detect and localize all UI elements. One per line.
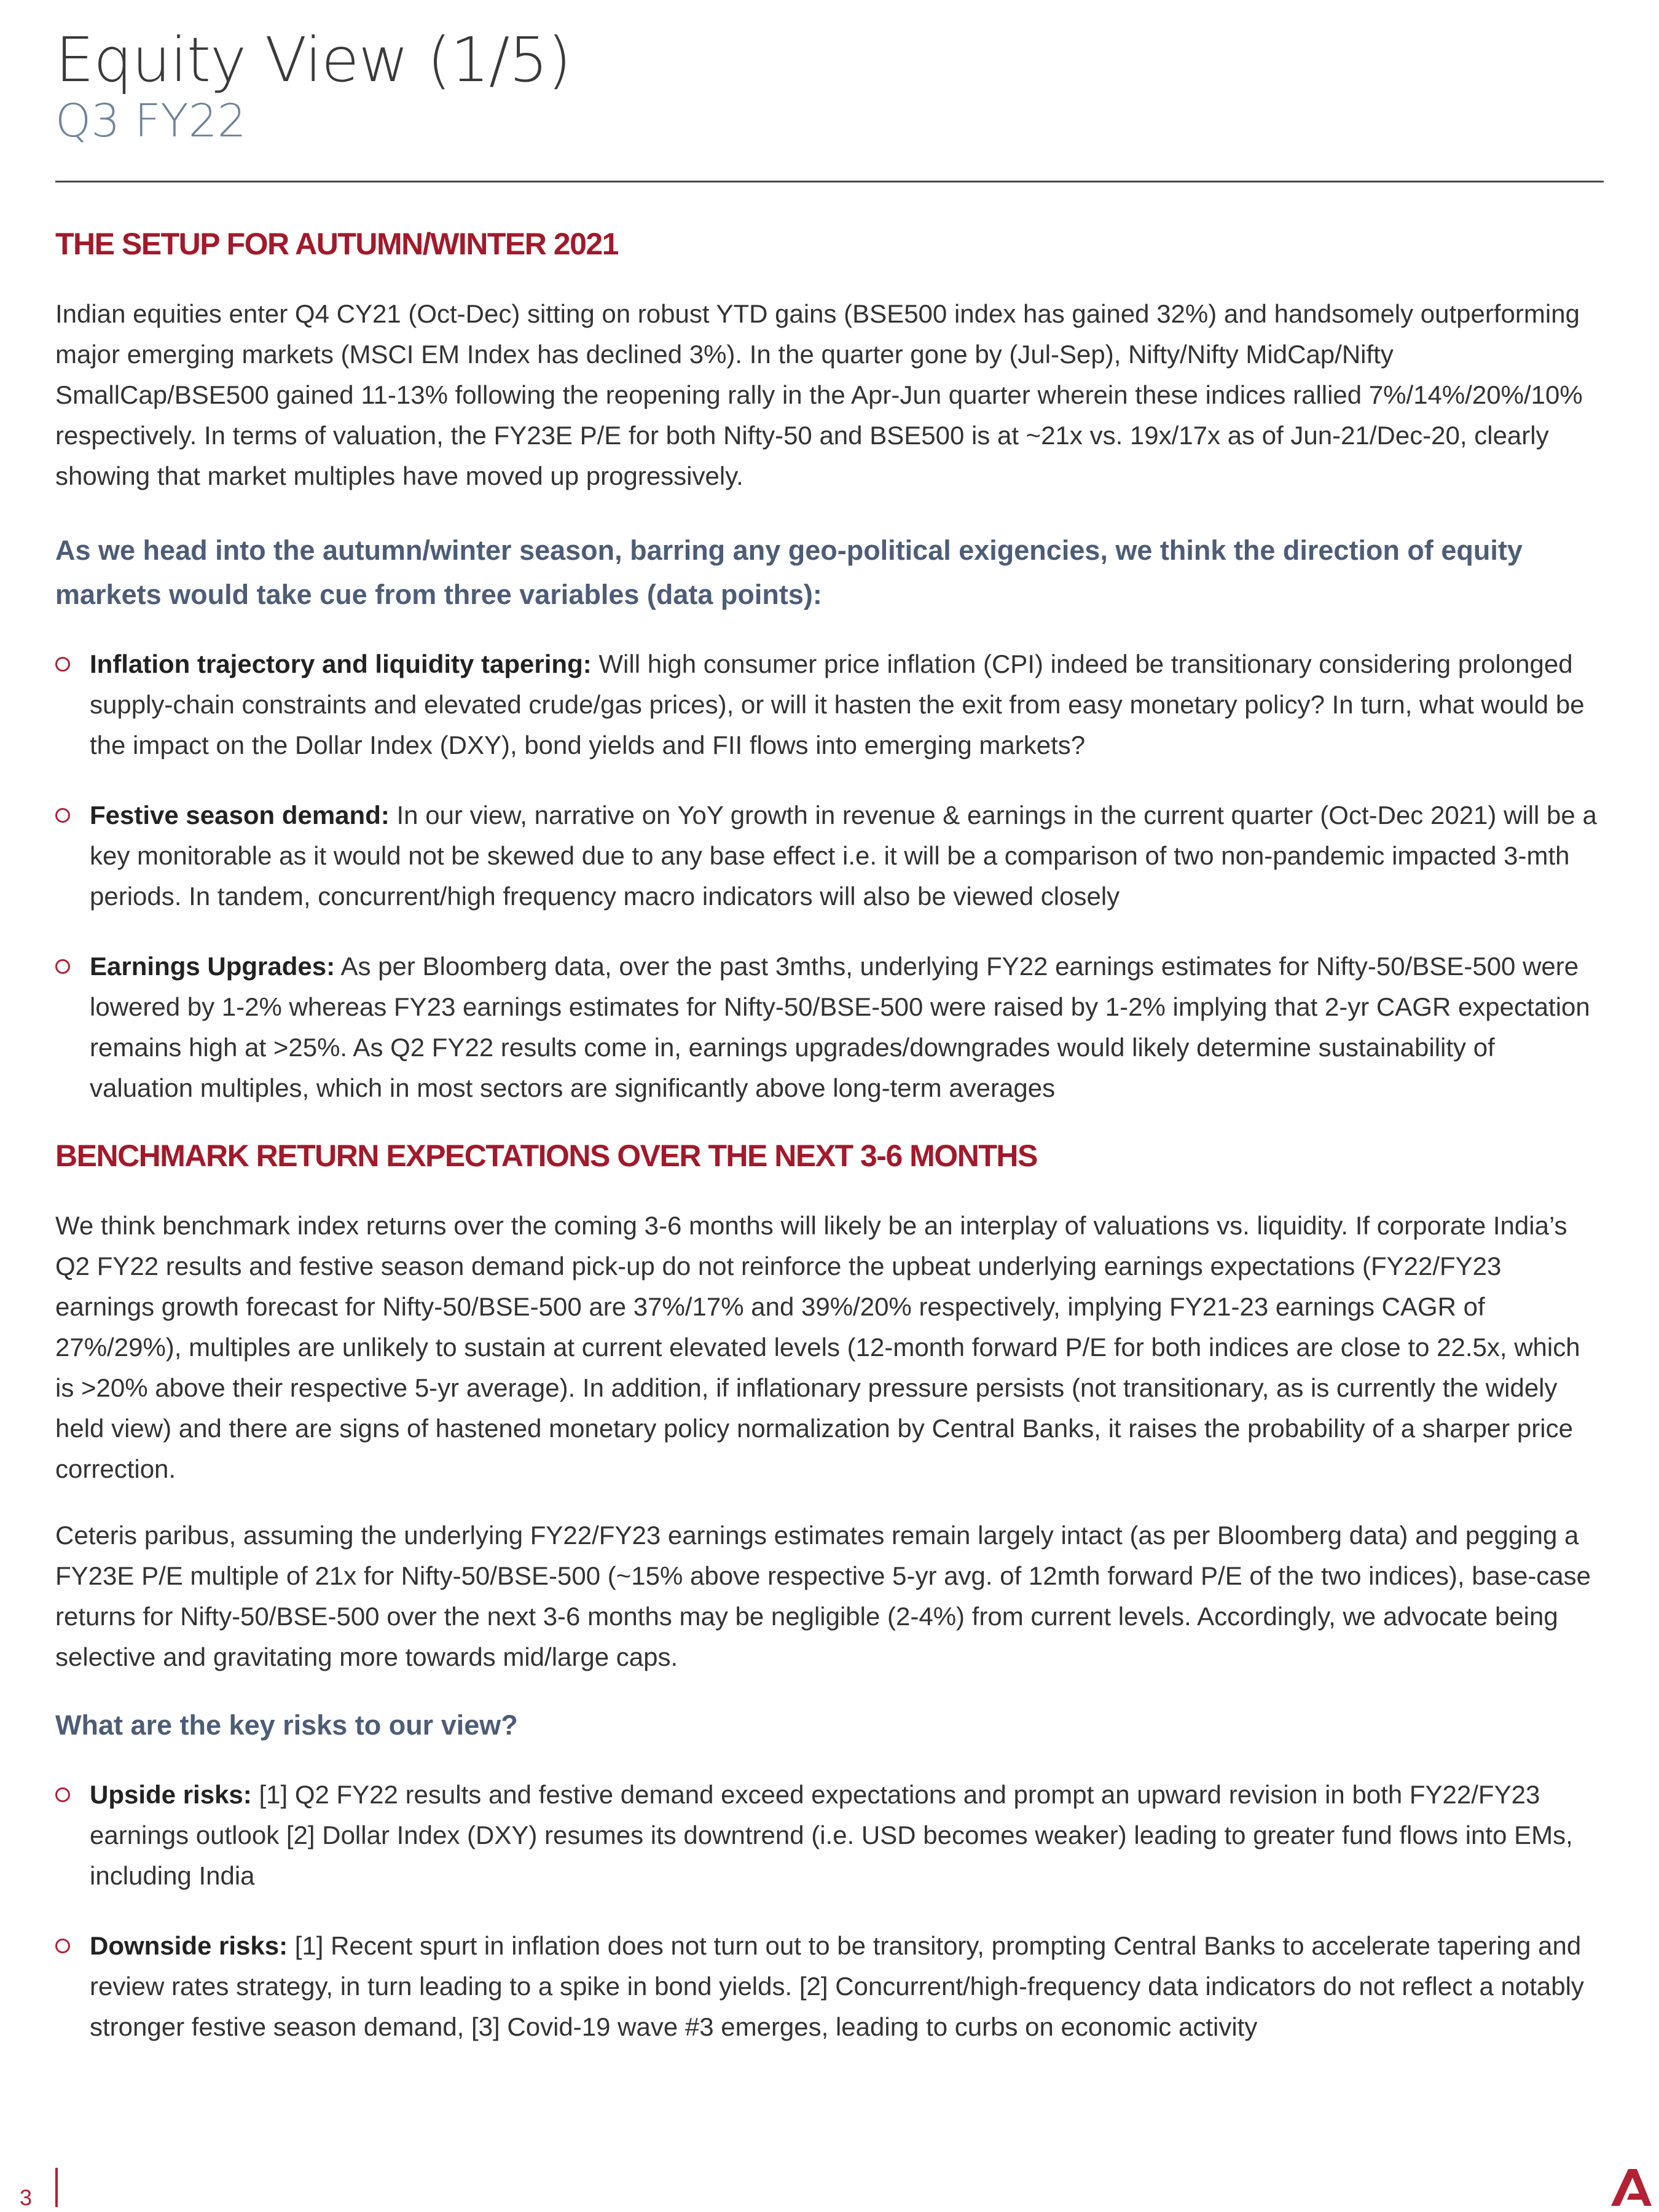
bullet-text: In our view, narrative on YoY growth in revenue & earnings in the current quarter (Oct-Dec 2021) will be a key monitorable as it would not be skewed due to any base effect i.e. it will be a comparison of two non-pandemic impacted 3-mth periods. In tandem, concurrent/high frequency macro indicators will also be viewed closely (90, 801, 1597, 911)
header-divider (55, 181, 1604, 182)
bullet-text: Will high consumer price inflation (CPI) indeed be transitionary considering prolonged supply-chain constraints and elevated crude/gas prices), or will it hasten the exit from easy monetary policy? In turn, what would be the impact on the Dollar Index (DXY), bond yields and FII flows into emerging markets? (90, 649, 1585, 759)
bullet-text: As per Bloomberg data, over the past 3mths, underlying FY22 earnings estimates for Nifty-50/BSE-500 were lowered by 1-2% whereas FY23 earnings estimates for Nifty-50/BSE-500 were raised by 1-2% implying that 2-yr CAGR expectation remains high at >25%. As Q2 FY22 results come in, earnings upgrades/downgrades would likely determine sustainability of valuation multiples, which in most sectors are significantly above long-term averages (90, 952, 1590, 1102)
bullet-label: Earnings Upgrades: (90, 952, 335, 981)
list-item (55, 644, 1604, 766)
main-content (55, 226, 1604, 2077)
section-heading-benchmark: BENCHMARK RETURN EXPECTATIONS OVER THE NEXT 3-6 MONTHS (55, 1139, 1037, 1173)
bullet-text: [1] Q2 FY22 results and festive demand exceed expectations and prompt an upward revision in both FY22/FY23 earnings outlook [2] Dollar Index (DXY) resumes its downtrend (i.e. USD becomes weaker) leading to greater fund flows into EMs, including India (90, 1780, 1573, 1890)
section-heading-setup: THE SETUP FOR AUTUMN/WINTER 2021 (55, 227, 618, 261)
list-item (55, 946, 1604, 1108)
page-title: Equity View (1/5) (55, 24, 571, 96)
circle-bullet-icon (55, 808, 70, 823)
list-item (55, 1926, 1604, 2047)
risks-subhead: What are the key risks to our view? (55, 1709, 518, 1741)
bullet-label: Inflation trajectory and liquidity tapering: (90, 649, 592, 678)
benchmark-paragraph-2: Ceteris paribus, assuming the underlying FY22/FY23 earnings estimates remain largely intact (as per Bloomberg data) and pegging a FY23E P/E multiple of 21x for Nifty-50/BSE-500 (~15% above respective 5-yr avg. of 12mth forward P/E of the two indices), base-case returns for Nifty-50/BSE-500 over the next 3-6 months may be negligible (2-4%) from current levels. Accordingly, we advocate being selective and gravitating more towards mid/large caps. (55, 1521, 1591, 1671)
page-number: 3 (20, 2185, 33, 2210)
page-header (55, 25, 1604, 147)
list-item (55, 1775, 1604, 1896)
setup-subhead: As we head into the autumn/winter season, barring any geo-political exigencies, we think the direction of equity markets would take cue from three variables (data points): (55, 535, 1523, 610)
footer-accent-bar (55, 2168, 58, 2207)
list-item (55, 795, 1604, 917)
circle-bullet-icon (55, 1787, 70, 1802)
page-subtitle: Q3 FY22 (55, 95, 246, 147)
bullet-label: Upside risks: (90, 1780, 252, 1809)
bullet-label: Festive season demand: (90, 801, 390, 830)
bullet-label: Downside risks: (90, 1931, 288, 1960)
circle-bullet-icon (55, 1939, 70, 1953)
circle-bullet-icon (55, 959, 70, 974)
setup-paragraph: Indian equities enter Q4 CY21 (Oct-Dec) sitting on robust YTD gains (BSE500 index has gained 32%) and handsomely outperforming major emerging markets (MSCI EM Index has declined 3%). In the quarter gone by (Jul-Sep), Nifty/Nifty MidCap/Nifty SmallCap/BSE500 gained 11-13% following the reopening rally in the Apr-Jun quarter wherein these indices rallied 7%/14%/20%/10% respectively. In terms of valuation, the FY23E P/E for both Nifty-50 and BSE500 is at ~21x vs. 19x/17x as of Jun-21/Dec-20, clearly showing that market multiples have moved up progressively. (55, 299, 1583, 490)
risks-list (55, 1775, 1604, 2047)
bullet-text: [1] Recent spurt in inflation does not turn out to be transitory, prompting Central Banks to accelerate tapering and review rates strategy, in turn leading to a spike in bond yields. [2] Concurrent/high-frequency data indicators do not reflect a notably stronger festive season demand, [3] Covid-19 wave #3 emerges, leading to curbs on economic activity (90, 1931, 1584, 2041)
variables-list (55, 644, 1604, 1108)
circle-bullet-icon (55, 657, 70, 672)
brand-logo-icon (1611, 2169, 1652, 2206)
benchmark-paragraph-1: We think benchmark index returns over the coming 3-6 months will likely be an interplay of valuations vs. liquidity. If corporate India’s Q2 FY22 results and festive season demand pick-up do not reinforce the upbeat underlying earnings expectations (FY22/FY23 earnings growth forecast for Nifty-50/BSE-500 are 37%/17% and 39%/20% respectively, implying FY21-23 earnings CAGR of 27%/29%), multiples are unlikely to sustain at current elevated levels (12-month forward P/E for both indices are close to 22.5x, which is >20% above their respective 5-yr average). In addition, if inflationary pressure persists (not transitionary, as is currently the widely held view) and there are signs of hastened monetary policy normalization by Central Banks, it raises the probability of a sharper price correction. (55, 1211, 1580, 1483)
